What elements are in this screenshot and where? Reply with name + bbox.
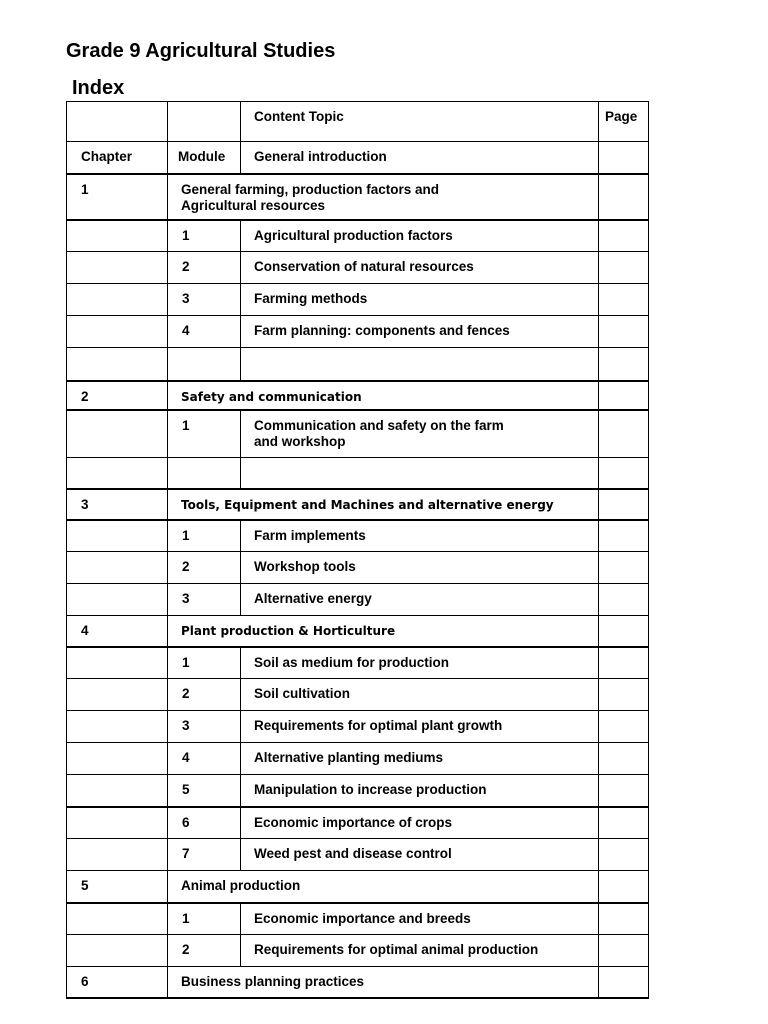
table-header-row bbox=[67, 102, 649, 142]
module-row bbox=[67, 711, 649, 743]
blank-cell bbox=[168, 348, 241, 381]
module-number: 3 bbox=[182, 591, 190, 606]
module-topic: Economic importance and breeds bbox=[254, 910, 471, 926]
chapter-title-cell bbox=[168, 489, 599, 520]
module-row bbox=[67, 679, 649, 711]
module-topic: Agricultural production factors bbox=[254, 227, 453, 243]
module-row bbox=[67, 520, 649, 552]
module-number-cell bbox=[168, 935, 241, 967]
chapter-blank-cell bbox=[67, 584, 168, 616]
chapter-row bbox=[67, 489, 649, 520]
module-number: 1 bbox=[182, 910, 190, 926]
page-cell bbox=[599, 220, 649, 252]
chapter-blank-cell bbox=[67, 839, 168, 871]
module-number: 2 bbox=[182, 942, 190, 957]
module-row bbox=[67, 743, 649, 775]
module-row bbox=[67, 935, 649, 967]
chapter-header bbox=[67, 142, 168, 174]
module-number-cell bbox=[168, 903, 241, 935]
module-topic-cell bbox=[241, 839, 599, 871]
module-header-text: Module bbox=[178, 149, 226, 164]
general-introduction-cell bbox=[241, 142, 599, 174]
module-topic-cell bbox=[241, 775, 599, 807]
module-row bbox=[67, 807, 649, 839]
page-cell bbox=[599, 711, 649, 743]
page-cell bbox=[599, 743, 649, 775]
page-cell bbox=[599, 679, 649, 711]
header-blank-cell bbox=[67, 102, 168, 142]
chapter-blank-cell bbox=[67, 647, 168, 679]
page-cell bbox=[599, 252, 649, 284]
module-number-cell bbox=[168, 220, 241, 252]
page-cell bbox=[599, 520, 649, 552]
content-topic-header bbox=[241, 102, 599, 142]
page-cell bbox=[599, 807, 649, 839]
module-topic-cell bbox=[241, 520, 599, 552]
general-introduction-text: General introduction bbox=[254, 149, 387, 164]
module-row bbox=[67, 252, 649, 284]
chapter-blank-cell bbox=[67, 252, 168, 284]
blank-cell bbox=[67, 458, 168, 489]
page-header-text: Page bbox=[605, 109, 638, 124]
chapter-title: Safety and communication bbox=[181, 389, 362, 404]
module-number-cell bbox=[168, 520, 241, 552]
module-number-cell bbox=[168, 552, 241, 584]
chapter-row bbox=[67, 967, 649, 998]
chapter-number-cell bbox=[67, 616, 168, 647]
chapter-row bbox=[67, 381, 649, 410]
module-topic: Requirements for optimal animal production bbox=[254, 942, 539, 957]
page-cell bbox=[599, 316, 649, 348]
blank-cell bbox=[67, 348, 168, 381]
chapter-number: 1 bbox=[81, 181, 89, 197]
chapter-blank-cell bbox=[67, 903, 168, 935]
chapter-number: 6 bbox=[81, 974, 89, 989]
module-number-cell bbox=[168, 807, 241, 839]
module-number: 3 bbox=[182, 291, 190, 306]
page-cell bbox=[599, 616, 649, 647]
spacer-row bbox=[67, 458, 649, 489]
module-topic: Manipulation to increase production bbox=[254, 782, 487, 797]
chapter-title-cell bbox=[168, 381, 599, 410]
module-header bbox=[168, 142, 241, 174]
module-row bbox=[67, 903, 649, 935]
chapter-blank-cell bbox=[67, 520, 168, 552]
chapter-title-cell bbox=[168, 616, 599, 647]
page-cell bbox=[599, 935, 649, 967]
blank-cell bbox=[241, 348, 599, 381]
chapter-blank-cell bbox=[67, 220, 168, 252]
spacer-row bbox=[67, 348, 649, 381]
module-number: 5 bbox=[182, 782, 190, 797]
module-topic-cell bbox=[241, 552, 599, 584]
module-topic-cell bbox=[241, 316, 599, 348]
module-number: 4 bbox=[182, 750, 190, 765]
module-topic-cell bbox=[241, 410, 599, 458]
chapter-row bbox=[67, 174, 649, 220]
chapter-row bbox=[67, 871, 649, 903]
module-number: 1 bbox=[182, 227, 190, 243]
chapter-blank-cell bbox=[67, 743, 168, 775]
module-topic-cell bbox=[241, 743, 599, 775]
header-blank-cell bbox=[168, 102, 241, 142]
chapter-number-cell bbox=[67, 381, 168, 410]
module-number-cell bbox=[168, 584, 241, 616]
chapter-number-cell bbox=[67, 489, 168, 520]
blank-cell bbox=[599, 458, 649, 489]
module-topic-cell bbox=[241, 935, 599, 967]
module-row bbox=[67, 552, 649, 584]
chapter-blank-cell bbox=[67, 935, 168, 967]
page-cell bbox=[599, 839, 649, 871]
chapter-blank-cell bbox=[67, 410, 168, 458]
module-number: 2 bbox=[182, 559, 190, 574]
page-cell bbox=[599, 489, 649, 520]
module-topic-cell bbox=[241, 584, 599, 616]
page-cell bbox=[599, 775, 649, 807]
module-topic-cell bbox=[241, 647, 599, 679]
module-topic: Farm implements bbox=[254, 527, 366, 543]
chapter-row bbox=[67, 616, 649, 647]
module-topic-cell bbox=[241, 284, 599, 316]
chapter-title-cell bbox=[168, 967, 599, 998]
module-number-cell bbox=[168, 775, 241, 807]
chapter-number: 3 bbox=[81, 496, 89, 512]
chapter-title-cell bbox=[168, 871, 599, 903]
chapter-blank-cell bbox=[67, 284, 168, 316]
chapter-blank-cell bbox=[67, 679, 168, 711]
blank-cell bbox=[599, 348, 649, 381]
module-number: 3 bbox=[182, 718, 190, 733]
module-number: 4 bbox=[182, 323, 190, 338]
module-topic: Soil cultivation bbox=[254, 686, 351, 701]
module-topic-cell bbox=[241, 807, 599, 839]
module-number: 7 bbox=[182, 846, 190, 861]
page-cell bbox=[599, 552, 649, 584]
module-topic: Economic importance of crops bbox=[254, 814, 453, 830]
module-row bbox=[67, 220, 649, 252]
module-topic-cell bbox=[241, 252, 599, 284]
chapter-title: Tools, Equipment and Machines and alternative energy bbox=[181, 497, 554, 512]
module-topic: Alternative planting mediums bbox=[254, 750, 444, 765]
page-cell bbox=[599, 871, 649, 903]
module-number-cell bbox=[168, 410, 241, 458]
module-number: 2 bbox=[182, 686, 190, 701]
module-topic: Soil as medium for production bbox=[254, 654, 450, 670]
chapter-title: Plant production & Horticulture bbox=[181, 624, 396, 638]
module-topic: Alternative energy bbox=[254, 591, 372, 606]
module-row bbox=[67, 647, 649, 679]
module-row bbox=[67, 316, 649, 348]
document-title: Grade 9 Agricultural Studies bbox=[66, 40, 336, 62]
module-topic: Communication and safety on the farm and workshop bbox=[254, 417, 504, 449]
module-row bbox=[67, 410, 649, 458]
page-header bbox=[599, 102, 649, 142]
page-cell bbox=[599, 967, 649, 998]
module-topic-cell bbox=[241, 903, 599, 935]
module-number-cell bbox=[168, 743, 241, 775]
module-row bbox=[67, 584, 649, 616]
module-number-cell bbox=[168, 647, 241, 679]
chapter-blank-cell bbox=[67, 316, 168, 348]
chapter-blank-cell bbox=[67, 807, 168, 839]
module-topic: Farm planning: components and fences bbox=[254, 323, 510, 338]
chapter-blank-cell bbox=[67, 711, 168, 743]
chapter-number: 5 bbox=[81, 878, 89, 893]
page-cell bbox=[599, 903, 649, 935]
index-table bbox=[66, 101, 649, 999]
page-cell bbox=[599, 584, 649, 616]
page-cell bbox=[599, 410, 649, 458]
chapter-number: 2 bbox=[81, 388, 89, 404]
chapter-number-cell bbox=[67, 967, 168, 998]
module-topic: Requirements for optimal plant growth bbox=[254, 718, 503, 733]
module-number: 1 bbox=[182, 527, 190, 543]
chapter-header-text: Chapter bbox=[81, 149, 133, 164]
column-labels-row bbox=[67, 142, 649, 174]
module-number-cell bbox=[168, 252, 241, 284]
chapter-title: General farming, production factors and Agricultural resources bbox=[181, 181, 440, 213]
chapter-title-cell bbox=[168, 174, 599, 220]
chapter-blank-cell bbox=[67, 775, 168, 807]
page-cell bbox=[599, 647, 649, 679]
chapter-number-cell bbox=[67, 174, 168, 220]
module-number-cell bbox=[168, 284, 241, 316]
page-cell bbox=[599, 381, 649, 410]
page-cell bbox=[599, 284, 649, 316]
module-number: 6 bbox=[182, 814, 190, 830]
module-row bbox=[67, 775, 649, 807]
module-topic: Weed pest and disease control bbox=[254, 846, 452, 861]
module-number-cell bbox=[168, 316, 241, 348]
blank-cell bbox=[241, 458, 599, 489]
chapter-number-cell bbox=[67, 871, 168, 903]
module-row bbox=[67, 284, 649, 316]
module-number: 1 bbox=[182, 417, 190, 433]
content-topic-header-text: Content Topic bbox=[254, 109, 344, 124]
index-heading: Index bbox=[72, 77, 125, 99]
module-topic-cell bbox=[241, 711, 599, 743]
module-topic-cell bbox=[241, 220, 599, 252]
module-number: 2 bbox=[182, 259, 190, 274]
module-topic: Workshop tools bbox=[254, 559, 356, 574]
module-row bbox=[67, 839, 649, 871]
module-number-cell bbox=[168, 839, 241, 871]
page-cell bbox=[599, 142, 649, 174]
chapter-number: 4 bbox=[81, 623, 89, 638]
blank-cell bbox=[168, 458, 241, 489]
module-topic-cell bbox=[241, 679, 599, 711]
module-topic: Farming methods bbox=[254, 291, 368, 306]
chapter-blank-cell bbox=[67, 552, 168, 584]
chapter-title: Animal production bbox=[181, 878, 301, 893]
chapter-title: Business planning practices bbox=[181, 974, 365, 989]
module-topic: Conservation of natural resources bbox=[254, 259, 474, 274]
index-table-body bbox=[67, 102, 649, 998]
module-number: 1 bbox=[182, 654, 190, 670]
page-cell bbox=[599, 174, 649, 220]
module-number-cell bbox=[168, 679, 241, 711]
module-number-cell bbox=[168, 711, 241, 743]
